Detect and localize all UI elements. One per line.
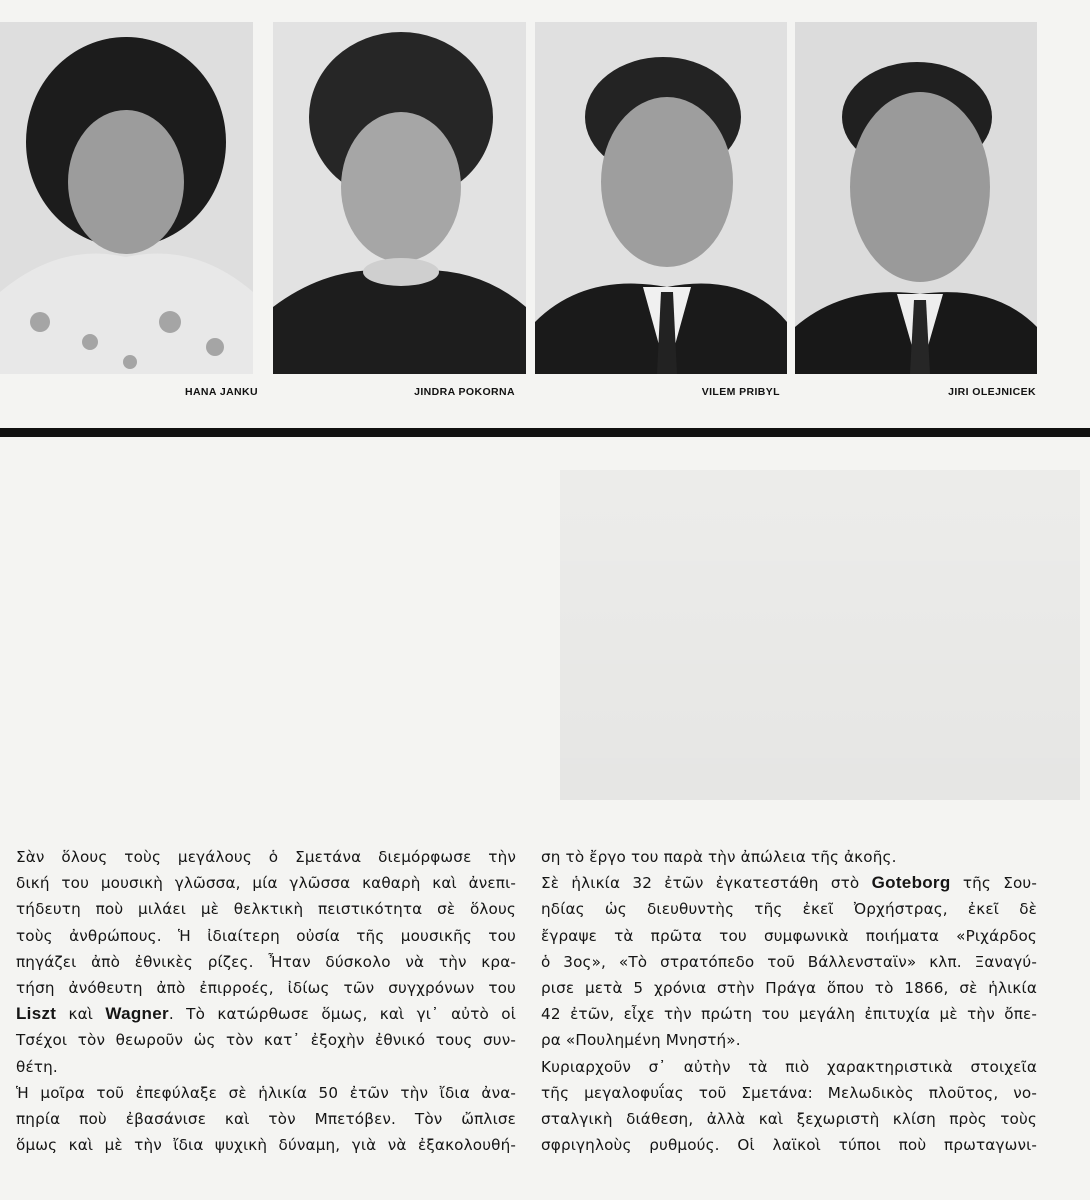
text-line: ὁ 3ος», «Τὸ στρατόπεδο τοῦ Βάλλενσταϊν» κλπ. Ξαναγύ- [541, 952, 1037, 971]
text-line: Ἡ μοῖρα τοῦ ἐπεφύλαξε σὲ ἡλικία 50 ἐτῶν τὴν ἴδια ἀνα- [16, 1083, 516, 1102]
name-liszt: Liszt [16, 1004, 57, 1024]
text-line: πηγάζει ἀπὸ ἐθνικὲς ρίζες. Ἦταν δύσκολο νὰ τὴν κρα- [16, 952, 516, 971]
portrait-jindra-pokorna [273, 22, 526, 374]
portrait-hana-janku [0, 22, 253, 374]
text-line: ρα «Πουλημένη Μνηστή». [541, 1031, 741, 1050]
text-line-names [16, 1001, 516, 1027]
portrait-figure [795, 22, 1037, 374]
text-line: ρισε μετὰ 5 χρόνια στὴν Πράγα ὅπου τὸ 1866, σὲ ἡλικία [541, 979, 1037, 998]
text-line: δική του μουσικὴ γλῶσσα, μία γλῶσσα καθαρὴ καὶ ἀνεπι- [16, 874, 516, 893]
paper-texture [560, 470, 1080, 800]
text-column-left [16, 844, 516, 1158]
text-line-goteborg [541, 870, 1037, 896]
portrait-figure [273, 22, 526, 374]
caption-jindra-pokorna: JINDRA POKORNA [414, 386, 515, 398]
text-line: σφριγηλοὺς ρυθμούς. Οἱ λαϊκοὶ τύποι ποὺ πρωταγωνι- [541, 1136, 1037, 1155]
text-fragment: Σὲ ἡλικία 32 ἐτῶν ἐγκατεστάθη στὸ [541, 874, 872, 893]
text-column-right [541, 844, 1037, 1158]
text-line: σταλγικὴ διάθεση, ἀλλὰ καὶ ξεχωριστὴ κλίση πρὸς τοὺς [541, 1110, 1037, 1129]
caption-hana-janku: HANA JANKU [184, 386, 258, 398]
text-line: ηδίας ὡς διευθυντὴς τῆς ἐκεῖ Ὀρχήστρας, ἐκεῖ δὲ [541, 900, 1037, 919]
text-line: θέτη. [16, 1057, 58, 1076]
text-fragment: . Τὸ κατώρθωσε ὅμως, καὶ γι᾿ αὐτὸ οἱ [168, 1005, 516, 1024]
text-line: 42 ἐτῶν, εἶχε τὴν πρώτη του μεγάλη ἐπιτυχία μὲ τὴν ὄπε- [541, 1005, 1037, 1024]
text-line: τήδευτη ποὺ μιλάει μὲ θελκτικὴ πειστικότητα σὲ ὅλους [16, 900, 516, 919]
portrait-figure [535, 22, 787, 374]
text-fragment: τῆς Σου- [950, 874, 1037, 893]
name-wagner: Wagner [105, 1004, 169, 1024]
text-line: πηρία ποὺ ἐβασάνισε καὶ τὸν Μπετόβεν. Τὸν ὤπλισε [16, 1110, 516, 1129]
text-line: ση τὸ ἔργο του παρὰ τὴν ἀπώλεια τῆς ἀκοῆς. [541, 848, 897, 866]
text-line: Κυριαρχοῦν σ᾿ αὐτὴν τὰ πιὸ χαρακτηριστικὰ στοιχεῖα [541, 1057, 1037, 1076]
portrait-vilem-pribyl [535, 22, 787, 374]
text-line: ὅμως καὶ μὲ τὴν ἴδια ψυχικὴ δύναμη, γιὰ νὰ ἐξακολουθή- [16, 1136, 516, 1155]
text-line: τήση ἀνόθευτη ἀπὸ ἐπιρροές, ἰδίως τῶν συγχρόνων του [16, 979, 516, 998]
portrait-jiri-olejnicek [795, 22, 1037, 374]
caption-vilem-pribyl: VILEM PRIBYL [701, 386, 780, 398]
text-line: τοὺς ἀνθρώπους. Ἡ ἰδιαίτερη οὐσία τῆς μουσικῆς του [16, 926, 516, 945]
text-line: Τσέχοι τὸν θεωροῦν ὡς τὸν κατ᾿ ἐξοχὴν ἐθνικό τους συν- [16, 1031, 516, 1050]
text-fragment: καὶ [56, 1005, 106, 1024]
text-line: ἔγραψε τὰ πρῶτα του συμφωνικὰ ποιήματα «Ριχάρδος [541, 926, 1037, 945]
caption-jiri-olejnicek: JIRI OLEJNICEK [948, 386, 1036, 398]
portrait-figure [0, 22, 253, 374]
name-goteborg: Goteborg [871, 873, 951, 893]
horizontal-rule [0, 428, 1090, 437]
text-line: Σὰν ὅλους τοὺς μεγάλους ὁ Σμετάνα διεμόρφωσε τὴν [16, 848, 516, 866]
text-line: τῆς μεγαλοφυΐας τοῦ Σμετάνα: Μελωδικὸς πλοῦτος, νο- [541, 1083, 1037, 1102]
